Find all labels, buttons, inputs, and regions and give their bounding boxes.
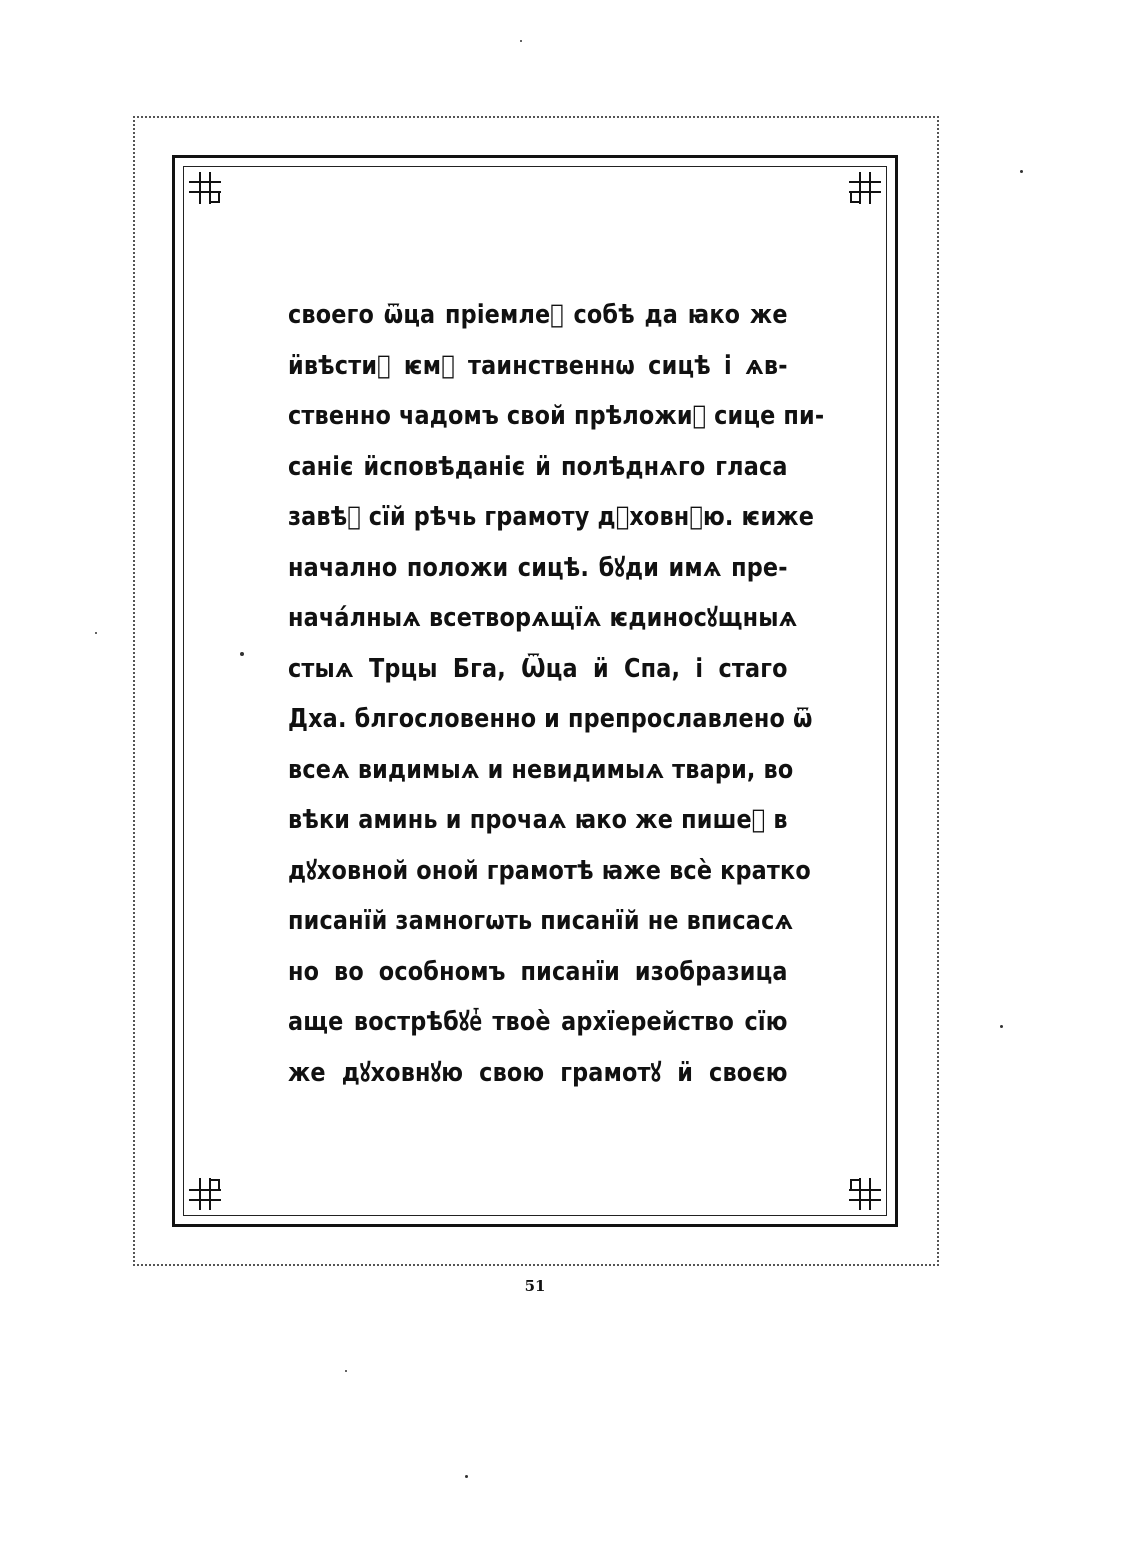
text-line: дꙋховной оной грамотѣ ꙗже всѐ кратко bbox=[288, 855, 811, 886]
text-line: начално положи сицѣ. бꙋди имѧ пре- bbox=[288, 552, 788, 583]
text-line: завѣⷮ сїй рѣчь грамоту дꙋховнꙋю. ѥиже bbox=[288, 502, 815, 532]
page-number: 51 bbox=[524, 1277, 546, 1295]
corner-ornament-icon bbox=[187, 1176, 223, 1212]
manuscript-text bbox=[288, 290, 825, 1098]
scan-speck bbox=[345, 1370, 347, 1372]
text-line: своего ѿца пріемлеⷮ собѣ да ꙗко же bbox=[288, 300, 788, 330]
text-line: Дха. блгословенно и препрославлено ѿ bbox=[288, 704, 813, 734]
text-line: ственно чадомъ свой прѣложиⷮ сице пи- bbox=[288, 401, 825, 431]
scan-speck bbox=[1000, 1025, 1003, 1028]
scan-speck bbox=[520, 40, 522, 42]
text-line: всеѧ видимыѧ и невидимыѧ твари, во bbox=[288, 754, 794, 785]
scan-speck bbox=[1020, 170, 1023, 173]
text-line: писанїй замногѡть писанїй не вписасѧ bbox=[288, 906, 794, 936]
scan-speck bbox=[240, 652, 244, 656]
text-line: же дꙋховнꙋю свою грамотꙋ ӥ своєю bbox=[288, 1057, 788, 1088]
text-line: саніє ӥсповѣданіє ӥ полѣднѧго гласа bbox=[288, 451, 788, 482]
corner-ornament-icon bbox=[187, 170, 223, 206]
text-line: нача́лныѧ всетворѧщїѧ ѥдиносꙋщныѧ bbox=[288, 603, 798, 633]
scan-speck bbox=[465, 1475, 468, 1478]
text-line: вѣки аминь и прочаѧ ꙗко же пишеⷮ в bbox=[288, 805, 788, 835]
text-line: стыѧ Трцы Бга, Ѿца ӥ Спа, і стаго bbox=[288, 653, 788, 684]
corner-ornament-icon bbox=[847, 1176, 883, 1212]
text-line: ӥвѣстиⷮ ѥмꙋ таинственнѡ сицѣ і ѧв- bbox=[288, 350, 788, 381]
scan-speck bbox=[95, 632, 97, 634]
text-line: аще вострѣбꙋеⷮ твоѐ архїерейство сїю bbox=[288, 1007, 788, 1037]
corner-ornament-icon bbox=[847, 170, 883, 206]
text-line: но во особномъ писанїи изобразица bbox=[288, 956, 788, 987]
